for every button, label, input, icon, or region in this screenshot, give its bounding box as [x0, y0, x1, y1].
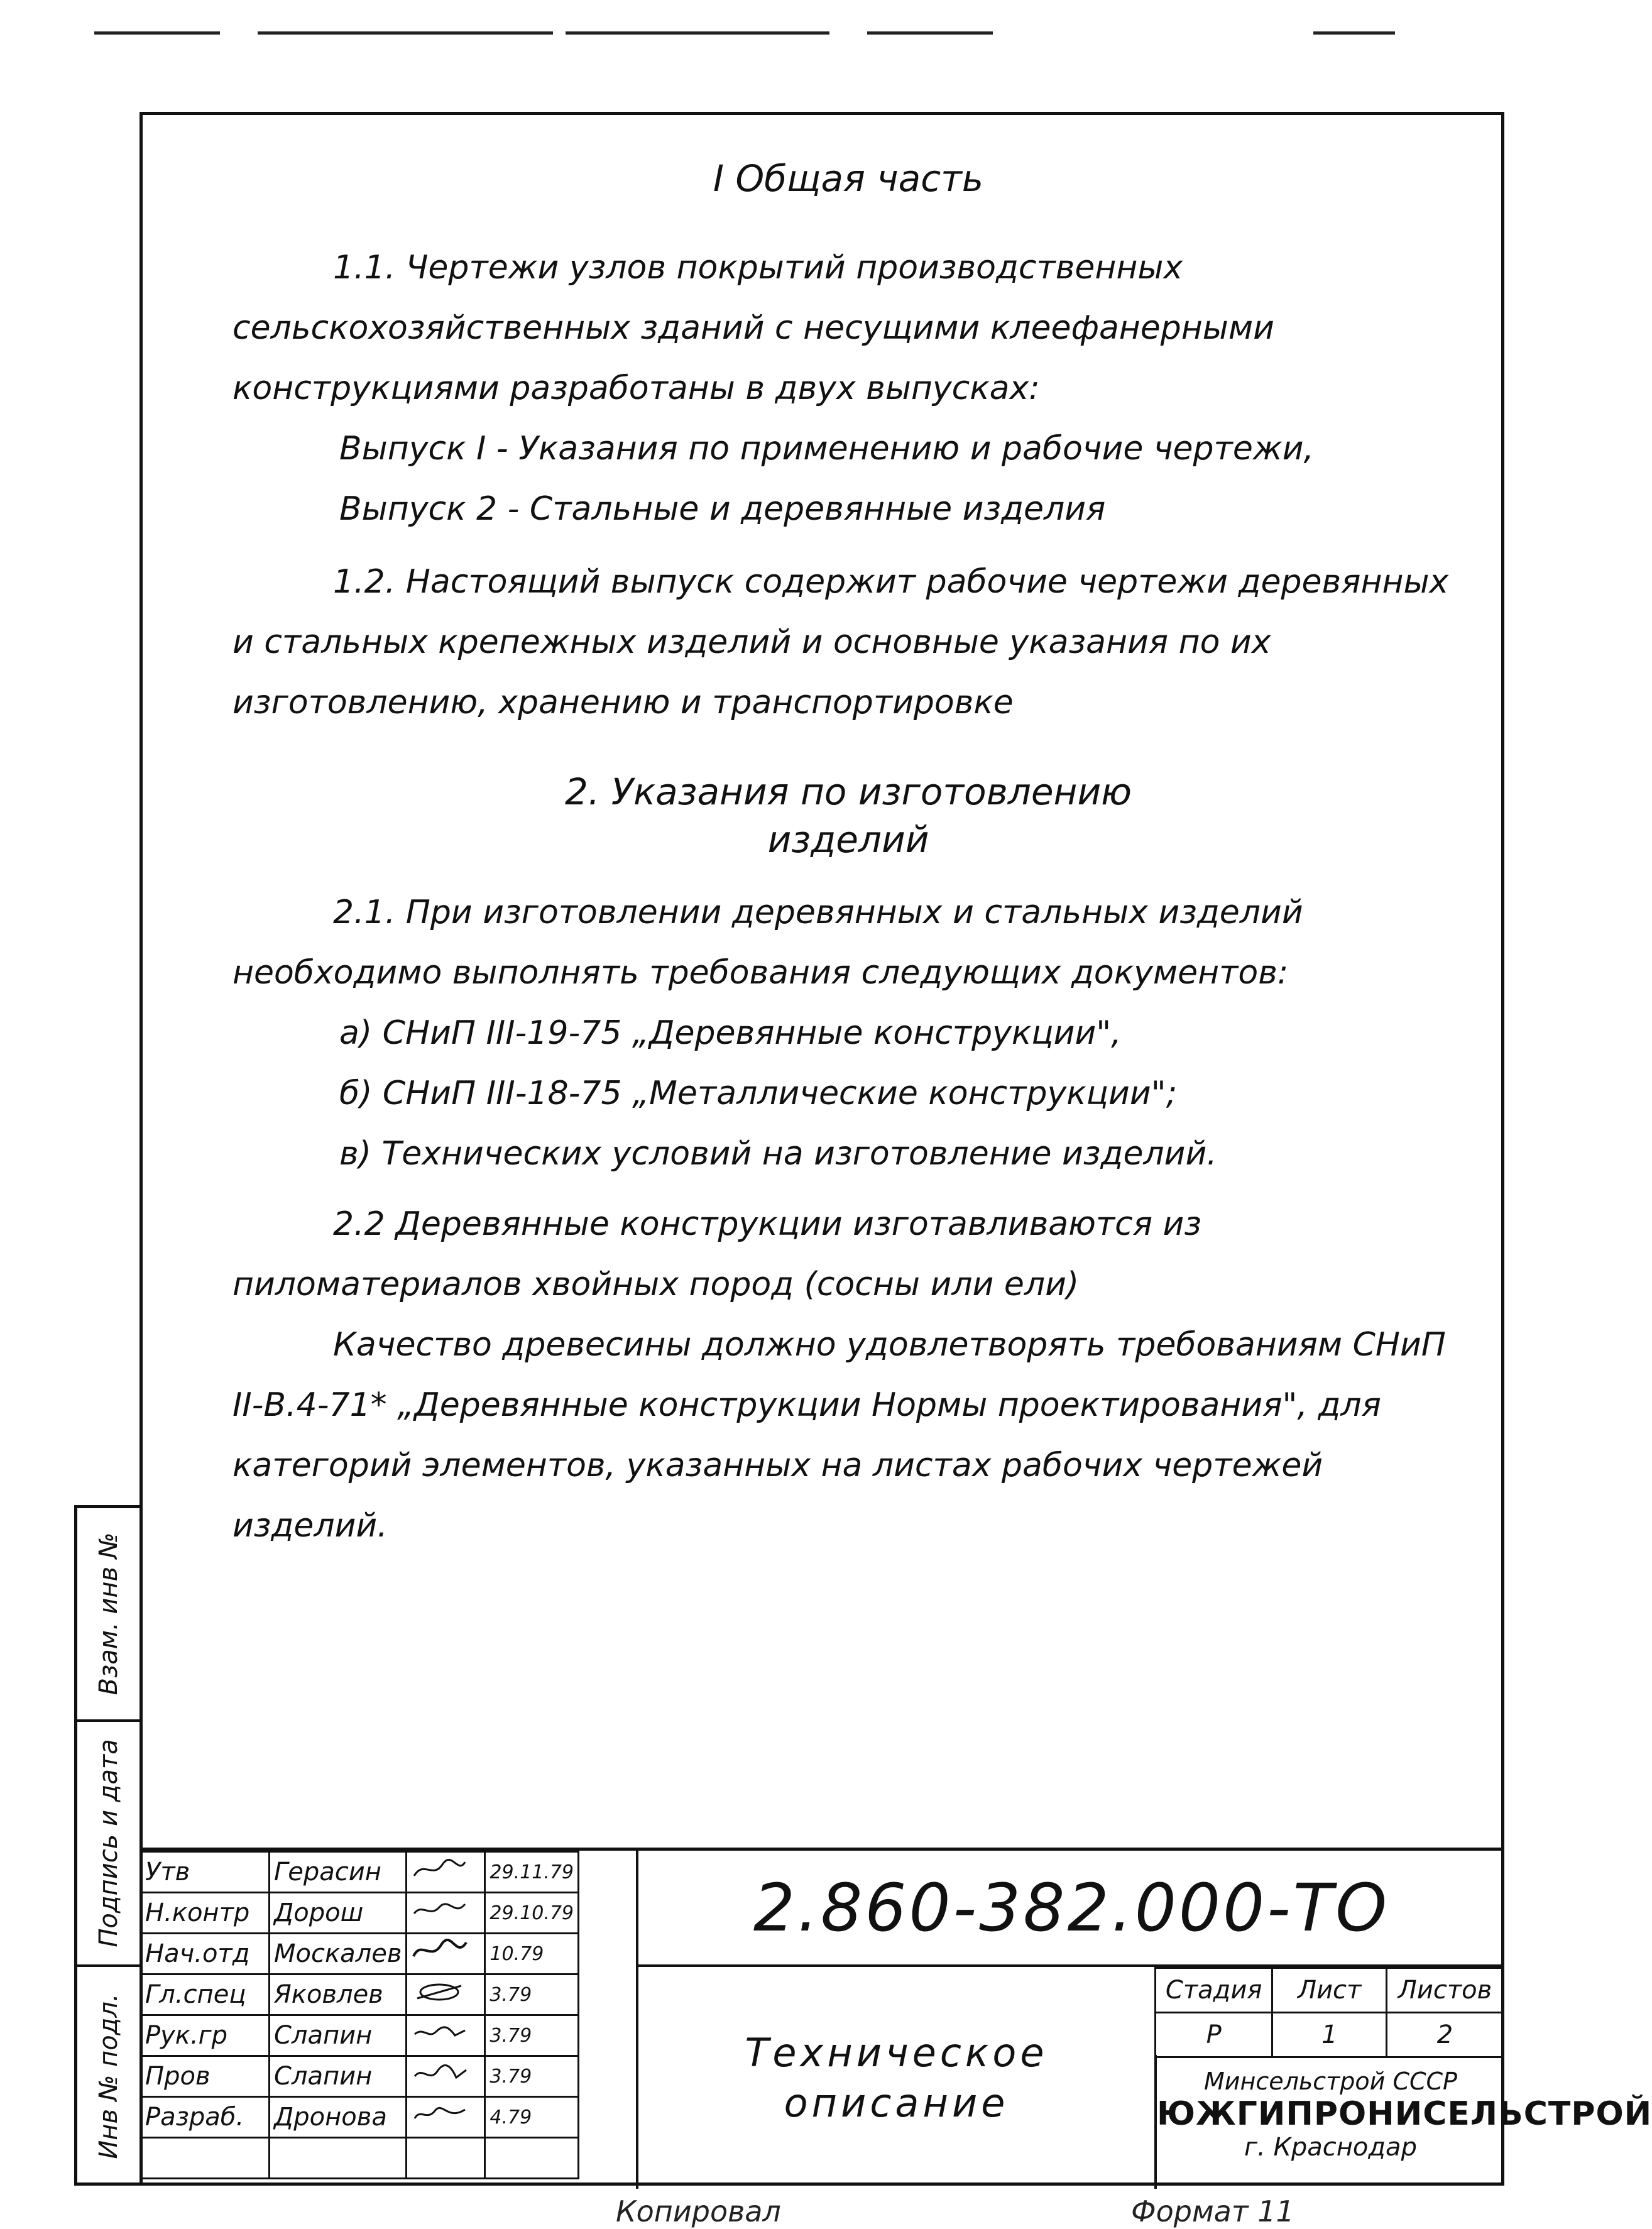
document-item-c: в) Технических условий на изготовление изделий. — [339, 1135, 1217, 1173]
top-edge-mark — [867, 31, 993, 35]
handwritten-signature — [407, 1934, 485, 1974]
signature-row — [141, 1934, 579, 1974]
stage-header: Стадия — [1156, 1968, 1272, 2013]
signature-role: Гл.спец — [141, 1974, 270, 2015]
stage-sheet-table — [1154, 1967, 1504, 2058]
signature-role: Разраб. — [141, 2097, 270, 2138]
handwritten-signature — [407, 2015, 485, 2056]
org-institute: ЮЖГИПРОНИСЕЛЬСТРОЙ — [1157, 2095, 1652, 2133]
org-ministry: Минсельстрой СССР — [1204, 2067, 1457, 2095]
document-item-a: а) СНиП III-19-75 „Деревянные конструкции", — [339, 1014, 1122, 1052]
signature-role: Пров — [141, 2056, 270, 2097]
side-cell-signature-date: Подпись и дата — [77, 1722, 139, 1967]
organization-block — [1154, 2055, 1652, 2189]
paragraph-2-1: 2.1. При изготовлении деревянных и стальных изделий необходимо выполнять требования следующих документов: — [232, 894, 1303, 992]
paragraph-2-2: 2.2 Деревянные конструкции изготавливаются из пиломатериалов хвойных пород (сосны или ели) — [232, 1205, 1201, 1303]
signature-name: Слапин — [270, 2015, 407, 2056]
side-cell-replaces-inv: Взам. инв № — [77, 1508, 139, 1722]
sheet-body — [232, 157, 1464, 1556]
handwritten-signature — [407, 1852, 485, 1893]
signature-date: 29.11.79 — [485, 1852, 579, 1893]
signature-name: Герасин — [270, 1852, 407, 1893]
issue-2-line: Выпуск 2 - Стальные и деревянные изделия — [339, 490, 1106, 528]
sheets-header: Листов — [1387, 1968, 1504, 2013]
top-edge-mark — [566, 31, 829, 35]
signature-name: Москалев — [270, 1934, 407, 1974]
top-edge-mark — [1313, 31, 1395, 35]
paragraph-2-2-quality: Качество древесины должно удовлетворять требованиям СНиП II-В.4-71* „Деревянные конструкции Нормы проектирования", для категорий элементов, указанных на листах рабочих чертежей изделий. — [232, 1326, 1446, 1545]
signature-row-empty — [141, 2138, 579, 2179]
issue-1-line: Выпуск I - Указания по применению и рабочие чертежи, — [339, 430, 1315, 468]
signature-row — [141, 1893, 579, 1934]
signature-name: Дронова — [270, 2097, 407, 2138]
signature-date: 3.79 — [485, 2015, 579, 2056]
org-city: г. Краснодар — [1244, 2133, 1417, 2162]
section2-heading-line1: 2. Указания по изготовлению — [564, 770, 1132, 813]
signature-date: 4.79 — [485, 2097, 579, 2138]
signature-name: Яковлев — [270, 1974, 407, 2015]
signature-row — [141, 1852, 579, 1893]
signature-date: 3.79 — [485, 1974, 579, 2015]
title-block — [139, 1848, 1652, 2186]
document-code: 2.860-382.000-ТО — [636, 1851, 1504, 1967]
sheet-value: 1 — [1272, 2013, 1387, 2057]
signature-row — [141, 1974, 579, 2015]
document-title — [636, 1967, 1154, 2189]
stage-value: Р — [1156, 2013, 1272, 2057]
signature-name: Слапин — [270, 2056, 407, 2097]
signature-role: Н.контр — [141, 1893, 270, 1934]
signature-table — [139, 1851, 579, 2179]
paragraph-1-2: 1.2. Настоящий выпуск содержит рабочие чертежи деревянных и стальных крепежных изделий и основные указания по их изготовлению, хранению и транспортировке — [232, 563, 1449, 721]
signature-role: Рук.гр — [141, 2015, 270, 2056]
document-item-b: б) СНиП III-18-75 „Металлические конструкции"; — [339, 1075, 1178, 1112]
side-stamp-strip — [74, 1505, 139, 2186]
signature-date: 10.79 — [485, 1934, 579, 1974]
top-edge-mark — [258, 31, 553, 35]
signature-name: Дорош — [270, 1893, 407, 1934]
signature-date: 29.10.79 — [485, 1893, 579, 1934]
side-cell-original-inv: Инв № подл. — [94, 1993, 123, 2159]
handwritten-signature — [407, 2097, 485, 2138]
document-title-line1: Техническое — [745, 2029, 1048, 2076]
handwritten-signature — [407, 1893, 485, 1934]
sheets-value: 2 — [1387, 2013, 1504, 2057]
top-edge-mark — [94, 31, 220, 35]
handwritten-signature — [407, 2056, 485, 2097]
document-title-line2: описание — [784, 2079, 1009, 2126]
signature-role: Утв — [141, 1852, 270, 1893]
footer-format: Формат 11 — [1131, 2194, 1294, 2228]
paragraph-1-1: 1.1. Чертежи узлов покрытий производственных сельскохозяйственных зданий с несущими клеефанерными конструкциями разработаны в двух выпусках: — [232, 249, 1274, 407]
signature-row — [141, 2056, 579, 2097]
signature-row — [141, 2015, 579, 2056]
sheet-header: Лист — [1272, 1968, 1387, 2013]
section1-heading: I Общая часть — [713, 157, 984, 200]
signature-date: 3.79 — [485, 2056, 579, 2097]
footer-copied: Копировал — [616, 2194, 781, 2228]
section2-heading-line2: изделий — [767, 818, 929, 861]
signature-role: Нач.отд — [141, 1934, 270, 1974]
signature-row — [141, 2097, 579, 2138]
handwritten-signature — [407, 1974, 485, 2015]
